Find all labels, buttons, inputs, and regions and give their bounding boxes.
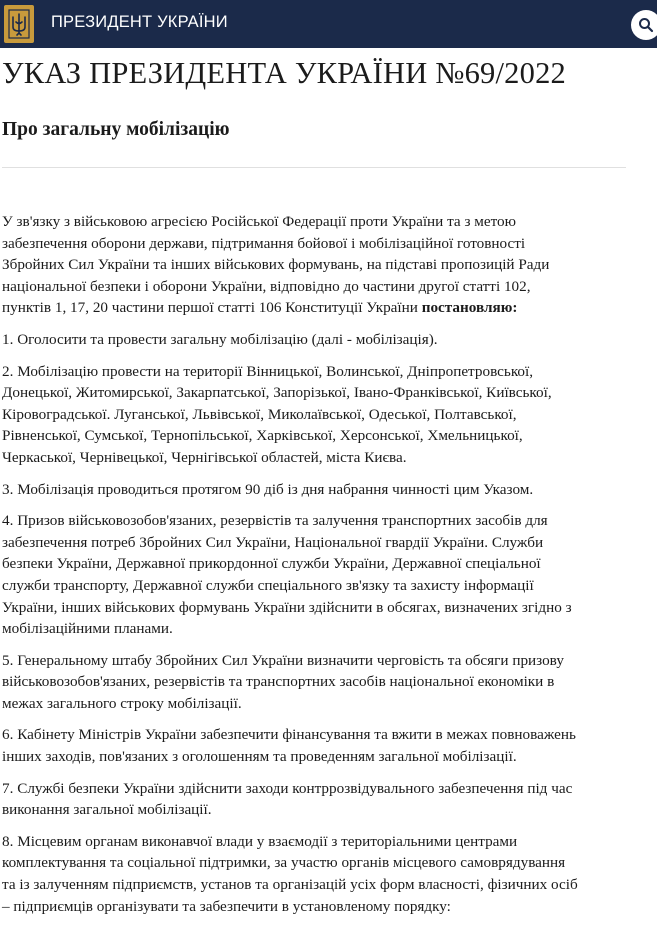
text-line: військовозобов'язаних, резервістів та транспортних засобів національної економіки в (2, 673, 555, 691)
text-line: мобілізаційними планами. (2, 620, 173, 638)
page-title: УКАЗ ПРЕЗИДЕНТА УКРАЇНИ №69/2022 (2, 56, 566, 90)
search-icon (638, 17, 654, 33)
decree-item-7 (2, 778, 642, 821)
decree-item-2 (2, 361, 642, 469)
text-line: У зв'язку з військовою агресією Російської Федерації проти України та з метою (2, 213, 516, 230)
decree-item-4 (2, 510, 642, 640)
text-line: Донецької, Житомирської, Закарпатської, Запорізької, Івано-Франківської, Київської, (2, 384, 552, 402)
trident-emblem-icon[interactable] (4, 5, 34, 43)
text-line (2, 299, 517, 316)
text-line: 4. Призов військовозобов'язаних, резервістів та залучення транспортних засобів для (2, 512, 548, 530)
decree-item-8 (2, 831, 642, 917)
text-line: Збройних Сил України та інших військових формувань, на підставі пропозицій Ради (2, 256, 550, 274)
text-line: забезпечення потреб Збройних Сил України, Національної гвардії України. Служби (2, 533, 544, 551)
divider (2, 167, 626, 168)
decree-text (2, 211, 642, 927)
text-line: України, інших військових формувань України здійснити в обсягах, визначених згідно з (2, 598, 572, 616)
page-subtitle: Про загальну мобілізацію (2, 119, 230, 140)
decree-item-5 (2, 650, 642, 715)
trident-emblem-icon (8, 9, 30, 39)
text-line: національної безпеки і оборони України, відповідно до частини другої статті 102, (2, 277, 531, 295)
text-line: Черкаської, Чернівецької, Чернігівської областей, міста Києва. (2, 448, 407, 466)
text-line: Рівненської, Сумської, Тернопільської, Харківської, Херсонської, Хмельницької, (2, 427, 523, 445)
text-line: 6. Кабінету Міністрів України забезпечити фінансування та вжити в межах повноважень (2, 726, 576, 744)
text-fragment: пунктів 1, 17, 20 частини першої статті 106 Конституції України (2, 299, 422, 317)
text-line: служби транспорту, Державної служби спеціального зв'язку та захисту інформації (2, 576, 534, 594)
decree-item-3 (2, 479, 642, 501)
text-line: 2. Мобілізацію провести на території Вінницької, Волинської, Дніпропетровської, (2, 362, 534, 380)
text-line: 7. Службі безпеки України здійснити заходи контррозвідувального забезпечення під час (2, 779, 573, 797)
text-line: межах загального строку мобілізації. (2, 694, 242, 712)
site-title[interactable]: ПРЕЗИДЕНТ УКРАЇНИ (51, 13, 228, 31)
text-line: забезпечення оборони держави, підтримання бойової і мобілізаційної готовності (2, 234, 526, 252)
text-line: та із залученням підприємств, установ та організацій усіх форм власності, фізичних осіб (2, 876, 578, 894)
preamble-paragraph (2, 211, 642, 319)
text-line: Кіровоградської. Луганської, Львівської, Миколаївської, Одеської, Полтавської, (2, 405, 517, 423)
text-line: 5. Генеральному штабу Збройних Сил України визначити черговість та обсяги призову (2, 651, 564, 669)
site-header (0, 0, 657, 48)
text-line: 8. Місцевим органам виконавчої влади у взаємодії з територіальними центрами (2, 832, 518, 850)
text-line: виконання загальної мобілізації. (2, 801, 212, 819)
text-line: 3. Мобілізація проводиться протягом 90 діб із дня набрання чинності цим Указом. (2, 480, 534, 498)
decree-item-6 (2, 724, 642, 767)
text-line: комплектування та соціальної підтримки, за участю органів місцевого самоврядування (2, 854, 566, 872)
resolution-word: постановляю: (421, 299, 518, 317)
search-button[interactable] (631, 10, 657, 40)
text-line: 1. Оголосити та провести загальну мобілізацію (далі - мобілізація). (2, 330, 438, 348)
text-line: – підприємців організувати та забезпечити в установленому порядку: (2, 897, 451, 915)
text-line: безпеки України, Державної прикордонної служби України, Державної спеціальної (2, 555, 541, 573)
decree-item-1 (2, 329, 642, 351)
text-line: інших заходів, пов'язаних з оголошенням та проведенням загальної мобілізації. (2, 748, 517, 766)
